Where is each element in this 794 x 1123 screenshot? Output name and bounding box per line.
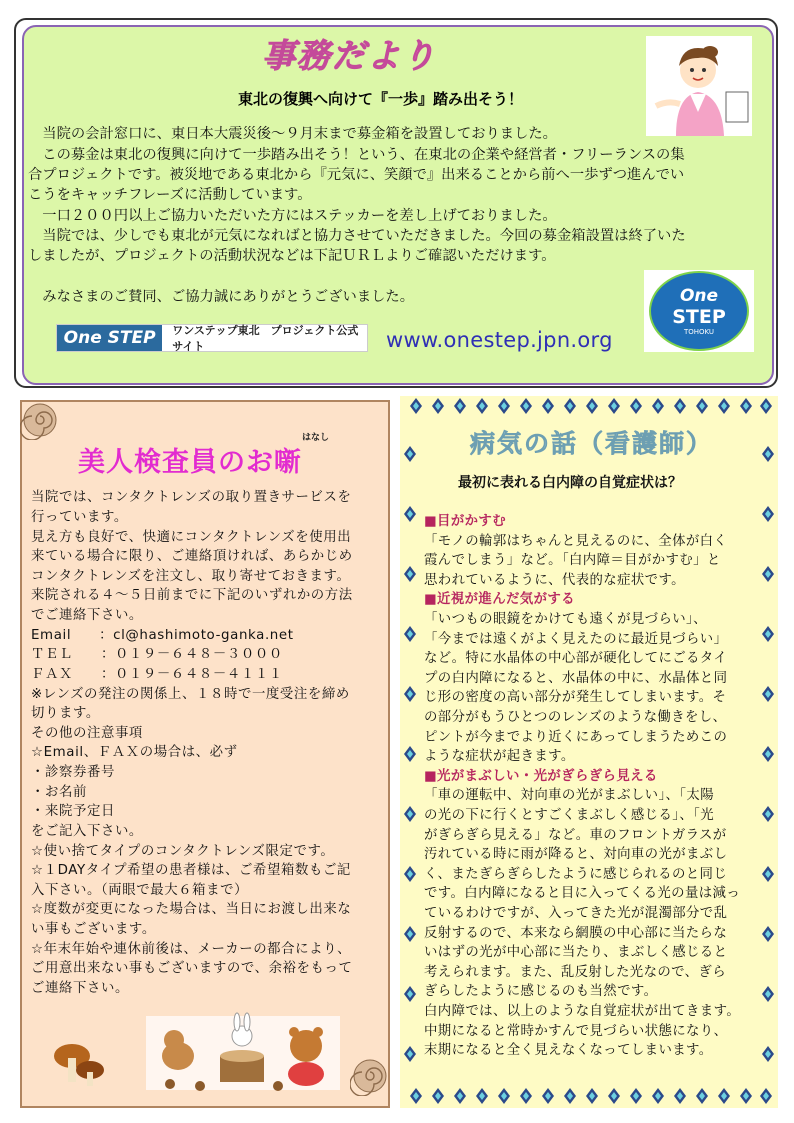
beauty-inspector-line: 来ている場合に限り、ご連絡頂ければ、あらかじめ [31,549,353,564]
office-news-paragraph: この募金は東北の復興に向けて一歩踏み出そう！という、在東北の企業や経営者・フリーランスの集 [28,147,685,163]
symptom-heading: ■目がかすむ [424,514,507,529]
beauty-inspector-line: ご連絡下さい。 [31,981,129,996]
beauty-inspector-line: でご連絡下さい。 [31,608,143,623]
diamond-border-bottom [404,1088,778,1104]
illness-talk-line: ピントが今までより近くにあってしまうためこの [424,729,728,745]
beauty-inspector-line: その他の注意事項 [31,726,143,741]
onestep-logo-line2: STEP [672,306,726,328]
onestep-logo-line3: TOHOKU [683,328,715,336]
illness-talk-line: 反射するので、本来なら網膜の中心部に当たらな [424,925,728,941]
office-news-paragraph: みなさまのご賛同、ご協力誠にありがとうございました。 [28,289,415,305]
illness-talk-line: ような症状が起きます。 [424,749,575,765]
beauty-inspector-line: ※レンズの発注の関係上、１８時で一度受注を締め [31,687,350,702]
beauty-inspector-line: 見え方も良好で、快適にコンタクトレンズを使用出 [31,530,352,545]
beauty-inspector-line: ご用意出来ない事もございますので、余裕をもって [31,961,353,976]
illness-talk-line: じ形の密度の高い部分が発生してしまいます。そ [424,690,727,706]
illness-talk-line: 思われているように、代表的な症状です。 [424,572,685,588]
illness-talk-line: など。特に水晶体の中心部が硬化してにごるタイ [424,651,728,667]
beauty-inspector-line: ・お名前 [31,785,87,800]
beauty-inspector-line: 当院では、コンタクトレンズの取り置きサービスを [31,490,352,505]
illness-talk-line: く、またぎらぎらしたように感じられるのと同じ [424,866,728,882]
office-news-paragraph: こうをキャッチフレーズに活動しています。 [28,187,312,203]
office-news-paragraph: 合プロジェクトです。被災地である東北から『元気に、笑顔で』出来ることから前へ一歩ずつ進んでい [28,167,685,183]
illness-talk-line: 中期になると常時かすんで見づらい状態になり、 [424,1023,728,1039]
title-ruby: はなし [302,433,330,443]
illness-talk-line: の部分がもうひとつのレンズのような働きをし、 [424,710,727,725]
office-news-title: 事務だより [262,36,437,75]
contact-email: Email ：cl@hashimoto-ganka.net [31,628,294,643]
illness-talk-title: 病気の話（看護師） [470,429,714,458]
beauty-inspector-line: 行っています。 [31,510,128,525]
diamond-border-top [404,398,778,414]
illness-talk-subtitle: 最初に表れる白内障の自覚症状は？ [458,475,682,491]
office-news-subtitle: 東北の復興へ向けて『一歩』踏み出そう！ [238,90,524,108]
onestep-url-link[interactable]: www.onestep.jpn.org [386,328,613,352]
beauty-inspector-line: ☆度数が変更になった場合は、当日にお渡し出来な [31,902,352,917]
office-news-paragraph: 当院の会計窓口に、東日本大震災後～９月末まで募金箱を設置しておりました。 [28,126,557,142]
beauty-inspector-line: ・来院予定日 [31,804,115,819]
beauty-inspector-line: をご記入下さい。 [31,824,143,839]
illness-talk-line: 汚れている時に雨が降ると、対向車の光がまぶし [424,847,728,863]
beauty-inspector-line: 来院される４～５日前までに下記のいずれかの方法 [31,588,353,603]
illness-talk-line: いはずの光が中心部に当たり、まぶしく感じると [424,945,728,961]
beauty-inspector-title: 美人検査員のお噺 [78,447,302,478]
scroll-curl-icon [350,1056,390,1096]
receptionist-illustration [646,36,752,136]
illness-talk-line: 末期になると全く見えなくなってしまいます。 [424,1043,713,1059]
office-news-paragraph: 当院では、少しでも東北が元気になればと協力させていただきました。今回の募金箱設置は終了いた [28,228,686,244]
onestep-banner-logo: One STEP [57,325,162,351]
illness-talk-line: ているわけですが、入ってきた光が混濁部分で乱 [424,906,728,921]
office-news-paragraph: しましたが、プロジェクトの活動状況などは下記ＵＲＬよりご確認いただけます。 [28,248,556,264]
illness-talk-line: プの白内障になると、水晶体の中に、水晶体と同 [424,670,728,686]
contact-tel: ＴＥＬ ：０１９－６４８－３０００ [31,647,283,662]
symptom-heading: ■近視が進んだ気がする [424,592,575,608]
onestep-circle-logo [644,270,754,352]
illness-talk-line: 「モノの輪郭はちゃんと見えるのに、全体が白く [424,533,728,549]
office-news-paragraph: 一口２００円以上ご協力いただいた方にはステッカーを差し上げておりました。 [28,208,557,224]
contact-fax: ＦＡＸ ：０１９－６４８－４１１１ [31,667,283,682]
illness-talk-line: ぎらしたように感じるのも当然です。 [424,984,658,1000]
onestep-banner-text: ワンステップ東北 プロジェクト公式サイト [172,324,359,353]
illness-talk-line: です。白内障になると目に入ってくる光の量は減っ [424,886,741,902]
autumn-animals-illustration [50,1012,350,1092]
illness-talk-line: がぎらぎら見える」など。車のフロントガラスが [424,827,727,843]
beauty-inspector-line: い事もございます。 [31,922,156,937]
onestep-logo-line1: One [679,286,719,306]
beauty-inspector-line: 切ります。 [31,706,100,721]
beauty-inspector-line: ☆年末年始や連休前後は、メーカーの都合により、 [31,942,352,957]
illness-talk-line: 白内障では、以上のような自覚症状が出てきます。 [424,1004,741,1019]
illness-talk-line: 「車の運転中、対向車の光がまぶしい」、「太陽 [424,788,714,804]
illness-talk-line: 霞んでしまう」など。「白内障＝目がかすむ」と [424,553,721,569]
beauty-inspector-line: ☆使い捨てタイプのコンタクトレンズ限定です。 [31,844,335,859]
illness-talk-line: の光の下に行くとすごくまぶしく感じる」、「光 [424,808,714,823]
beauty-inspector-line: ☆Email、ＦＡＸの場合は、必ず [31,745,238,760]
symptom-heading: ■光がまぶしい・光がぎらぎら見える [424,768,658,784]
illness-talk-line: 「今までは遠くがよく見えたのに最近見づらい」 [424,631,728,647]
beauty-inspector-line: ・診察券番号 [31,765,115,780]
illness-talk-line: 「いつもの眼鏡をかけても遠くが見づらい」、 [424,612,707,627]
illness-talk-line: 考えられます。また、乱反射した光なので、ぎら [424,964,727,980]
beauty-inspector-line: ☆１DAYタイプ希望の患者様は、ご希望箱数もご記 [31,863,351,878]
beauty-inspector-line: コンタクトレンズを注文し、取り寄せておきます。 [31,569,351,584]
scroll-curl-icon [20,400,60,440]
diamond-border-left [402,416,418,1088]
onestep-banner[interactable] [56,324,368,352]
beauty-inspector-line: 入下さい。（両眼で最大６箱まで） [31,883,249,898]
